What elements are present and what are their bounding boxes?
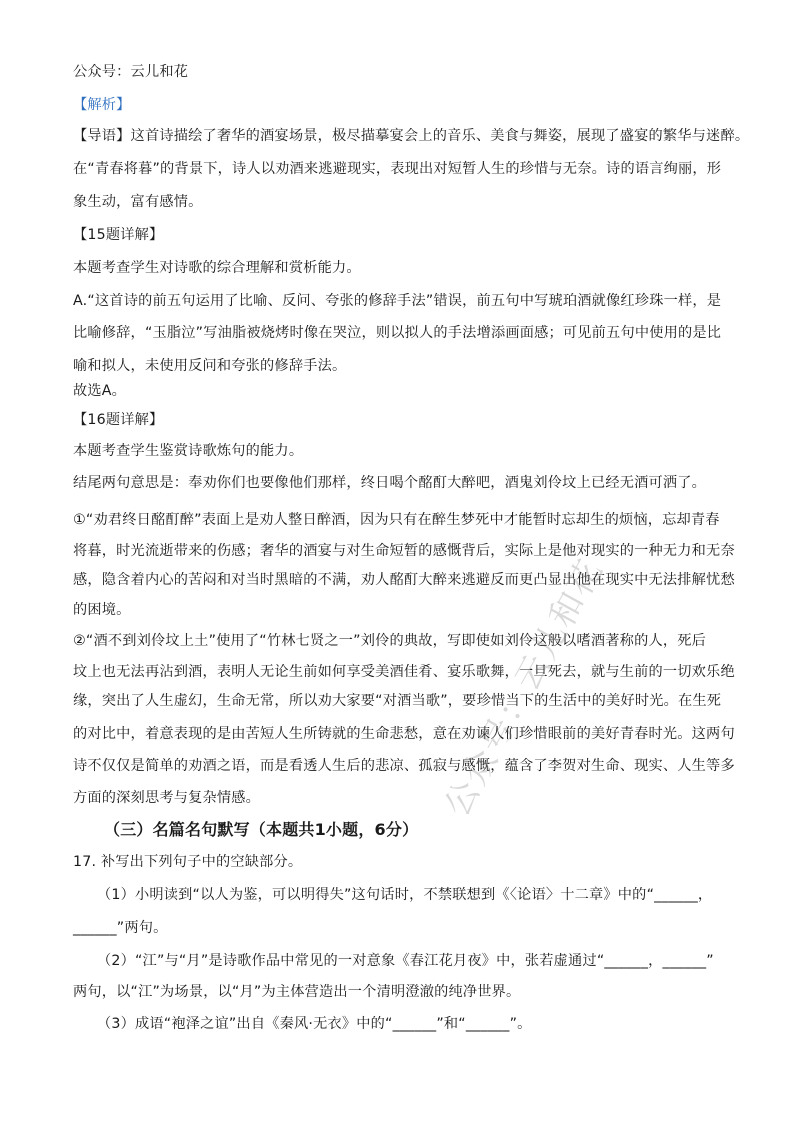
q16-line-10: 的对比中，着意表现的是由苦短人生所铸就的生命悲愁，意在劝谏人们珍惜眼前的美好青春时光。这两句 <box>73 726 735 742</box>
q16-line-8: 坟上也无法再沾到酒，表明人无论生前如何享受美酒佳肴、宴乐歌舞，一旦死去，就与生前的一切欢乐绝 <box>73 664 735 680</box>
q16-line-11: 诗不仅仅是简单的劝酒之语，而是看透人生后的悲凉、孤寂与感慨，蕴含了李贺对生命、现实、人生等多 <box>73 758 735 774</box>
q16-line-1: 本题考查学生鉴赏诗歌炼句的能力。 <box>73 443 304 459</box>
q16-line-9: 缘，突出了人生虚幻，生命无常，所以劝大家要“对酒当歌”，要珍惜当下的生活中的美好时光。在生死 <box>73 693 722 709</box>
q15-line-4: 喻和拟人，未使用反问和夸张的修辞手法。 <box>73 358 347 374</box>
q15-line-1: 本题考查学生对诗歌的综合理解和赏析能力。 <box>73 260 361 276</box>
section-heading: （三）名篇名句默写（本题共1小题，6分） <box>104 820 419 839</box>
q15-line-3: 比喻修辞，“玉脂泣”写油脂被烧烤时像在哭泣，则以拟人的手法增添画面感；可见前五句中使用的是比 <box>73 325 722 341</box>
intro-line-2: 在“青春将暮”的背景下，诗人以劝酒来逃避现实，表现出对短暂人生的珍惜与无奈。诗的语言绚丽，形 <box>73 161 722 177</box>
watermark: 公众号：云儿和花 <box>436 551 612 824</box>
q16-line-5: 感，隐含着内心的苦闷和对当时黑暗的不满，劝人酩酊大醉来逃避反而更凸显出他在现实中无法排解忧愁 <box>73 572 735 588</box>
q16-line-6: 的困境。 <box>73 602 131 618</box>
q16-heading: 【16题详解】 <box>73 412 164 428</box>
q17-item-2-cont: 两句，以“江”为场景，以“月”为主体营造出一个清明澄澈的纯净世界。 <box>73 984 521 1000</box>
q16-line-2: 结尾两句意思是：奉劝你们也要像他们那样，终日喝个酩酊大醉吧，酒鬼刘伶坟上已经无酒可洒了。 <box>73 475 707 491</box>
q17-item-1-cont: ______”两句。 <box>73 920 168 936</box>
q17-item-3: （3）成语“袍泽之谊”出自《秦风·无衣》中的“______”和“______”。 <box>97 1016 532 1032</box>
q16-line-12: 方面的深刻思考与复杂情感。 <box>73 790 261 806</box>
intro-line-1: 【导语】这首诗描绘了奢华的酒宴场景，极尽描摹宴会上的音乐、美食与舞姿，展现了盛宴的繁华与迷醉。 <box>73 128 750 144</box>
q17-item-1: （1）小明读到“以人为鉴，可以明得失”这句话时，不禁联想到《〈论语〉十二章》中的“______， <box>97 887 713 903</box>
q15-line-2: A.“这首诗的前五句运用了比喻、反问、夸张的修辞手法”错误，前五句中写琥珀酒就像红珍珠一样，是 <box>73 293 722 309</box>
account-label: 公众号：云儿和花 <box>73 64 189 80</box>
q15-answer: 故选A。 <box>73 383 127 399</box>
q16-line-3: ①“劝君终日酩酊醉”表面上是劝人整日醉酒，因为只有在醉生梦死中才能暂时忘却生的烦恼，忘却青春 <box>73 512 720 528</box>
q17-item-2: （2）“江”与“月”是诗歌作品中常见的一对意象《春江花月夜》中，张若虚通过“______，______” <box>97 953 714 969</box>
intro-line-3: 象生动，富有感情。 <box>73 194 203 210</box>
q16-line-4: 将暮，时光流逝带来的伤感；奢华的酒宴与对生命短暂的感慨背后，实际上是他对现实的一种无力和无奈 <box>73 543 735 559</box>
q16-line-7: ②“酒不到刘伶坟上土”使用了“竹林七贤之一”刘伶的典故，写即使如刘伶这般以嗜酒著称的人，死后 <box>73 633 707 649</box>
q17-stem: 17. 补写出下列句子中的空缺部分。 <box>73 854 303 870</box>
q15-heading: 【15题详解】 <box>73 227 164 243</box>
analysis-tag: 【解析】 <box>73 97 131 113</box>
